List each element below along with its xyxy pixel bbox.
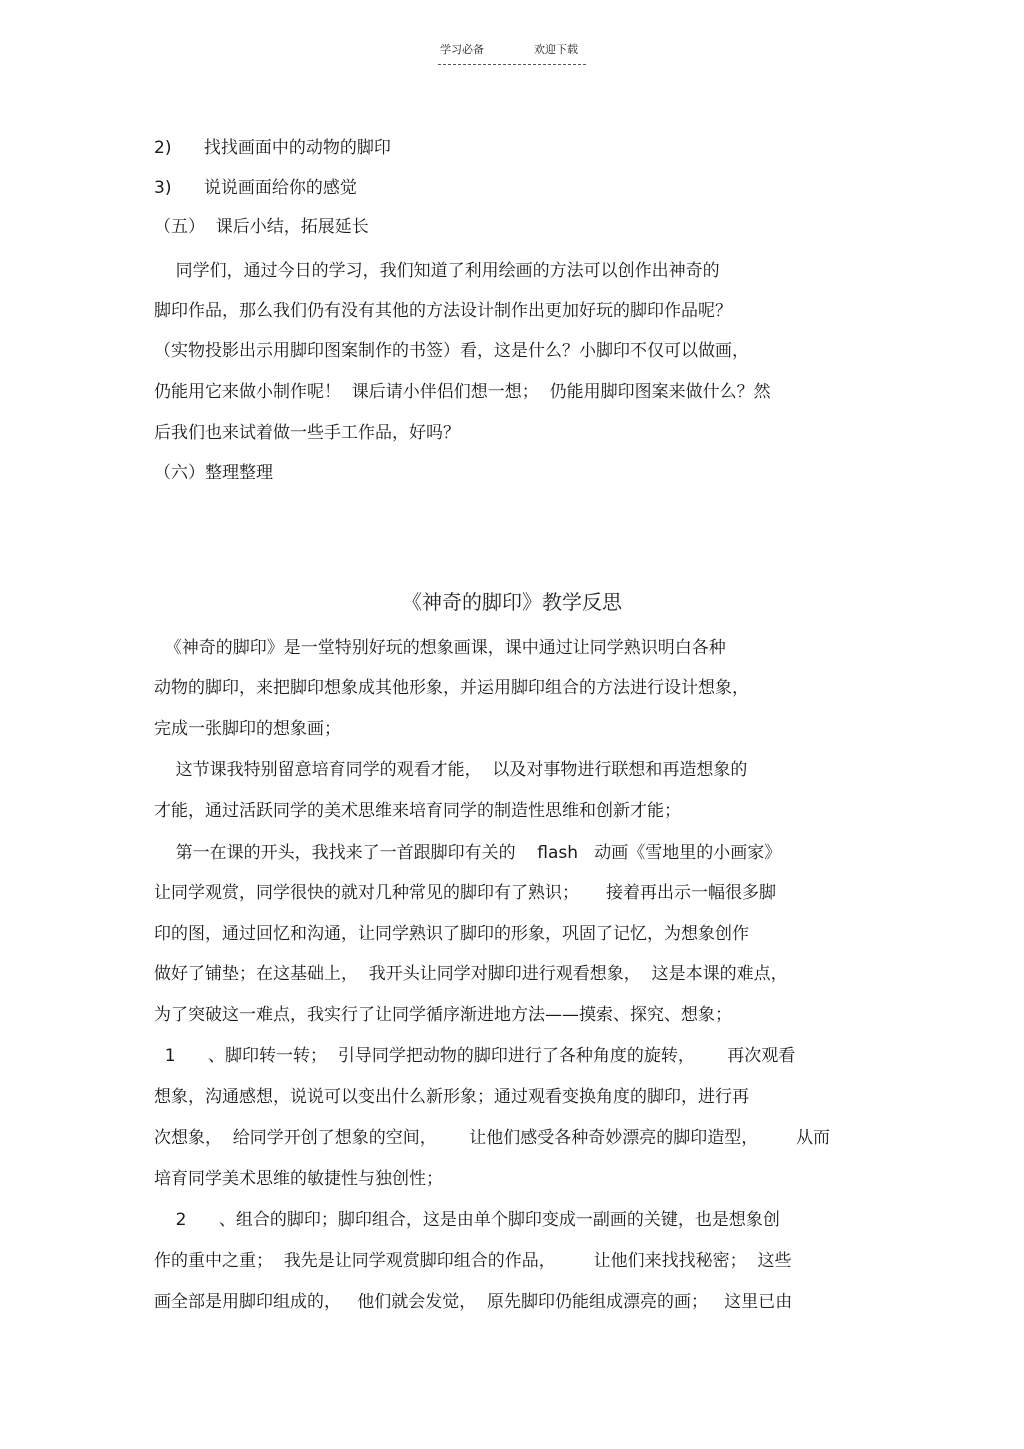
reflection-line: 印的图，通过回忆和沟通，让同学熟识了脚印的形象，巩固了记忆，为想象创作 [154, 924, 749, 944]
reflection-line: 完成一张脚印的想象画； [154, 719, 341, 739]
section-heading-5: （五） 课后小结，拓展延长 [154, 217, 369, 237]
reflection-line: 2 、组合的脚印；脚印组合，这是由单个脚印变成一副画的关键，也是想象创 [154, 1210, 780, 1230]
reflection-line: 《神奇的脚印》是一堂特别好玩的想象画课，课中通过让同学熟识明白各种 [154, 638, 726, 658]
reflection-line: 让同学观赏，同学很快的就对几种常见的脚印有了熟识； 接着再出示一幅很多脚 [154, 883, 777, 903]
reflection-line: 做好了铺垫；在这基础上， 我开头让同学对脚印进行观看想象， 这是本课的难点， [154, 964, 788, 984]
reflection-line: 才能，通过活跃同学的美术思维来培育同学的制造性思维和创新才能； [154, 801, 681, 821]
reflection-line: 作的重中之重； 我先是让同学观赏脚印组合的作品， 让他们来找找秘密； 这些 [154, 1251, 792, 1271]
list-item-3: 3) 说说画面给你的感觉 [154, 178, 357, 198]
paragraph-line: （实物投影出示用脚印图案制作的书签）看，这是什么？小脚印不仅可以做画， [154, 341, 749, 361]
header-left-text: 学习必备 [440, 43, 484, 56]
reflection-line: 画全部是用脚印组成的， 他们就会发觉， 原先脚印仍能组成漂亮的画； 这里已由 [154, 1292, 793, 1312]
paragraph-line: 后我们也来试着做一些手工作品，好吗？ [154, 423, 460, 443]
header-right-text: 欢迎下载 [534, 43, 578, 56]
paragraph-line: 仍能用它来做小制作呢！ 课后请小伴侣们想一想； 仍能用脚印图案来做什么？然 [154, 382, 771, 402]
paragraph-line: 脚印作品，那么我们仍有没有其他的方法设计制作出更加好玩的脚印作品呢？ [154, 301, 732, 321]
paragraph-line: 同学们，通过今日的学习，我们知道了利用绘画的方法可以创作出神奇的 [154, 261, 720, 281]
reflection-line: 动物的脚印，来把脚印想象成其他形象，并运用脚印组合的方法进行设计想象， [154, 678, 749, 698]
reflection-line: 次想象， 给同学开创了想象的空间， 让他们感受各种奇妙漂亮的脚印造型， 从而 [154, 1128, 831, 1148]
reflection-line: 为了突破这一难点，我实行了让同学循序渐进地方法——摸索、探究、想象； [154, 1005, 732, 1025]
reflection-title: 《神奇的脚印》教学反思 [402, 590, 622, 614]
list-item-2: 2) 找找画面中的动物的脚印 [154, 138, 391, 158]
section-heading-6: （六）整理整理 [154, 463, 273, 483]
reflection-line: 第一在课的开头，我找来了一首跟脚印有关的 flash 动画《雪地里的小画家》 [154, 843, 782, 863]
reflection-line: 想象，沟通感想，说说可以变出什么新形象；通过观看变换角度的脚印，进行再 [154, 1087, 749, 1107]
reflection-line: 1 、脚印转一转； 引导同学把动物的脚印进行了各种角度的旋转， 再次观看 [154, 1046, 796, 1066]
reflection-line: 培育同学美术思维的敏捷性与独创性； [154, 1169, 443, 1189]
reflection-line: 这节课我特别留意培育同学的观看才能， 以及对事物进行联想和再造想象的 [154, 760, 748, 780]
page-header [438, 44, 586, 65]
